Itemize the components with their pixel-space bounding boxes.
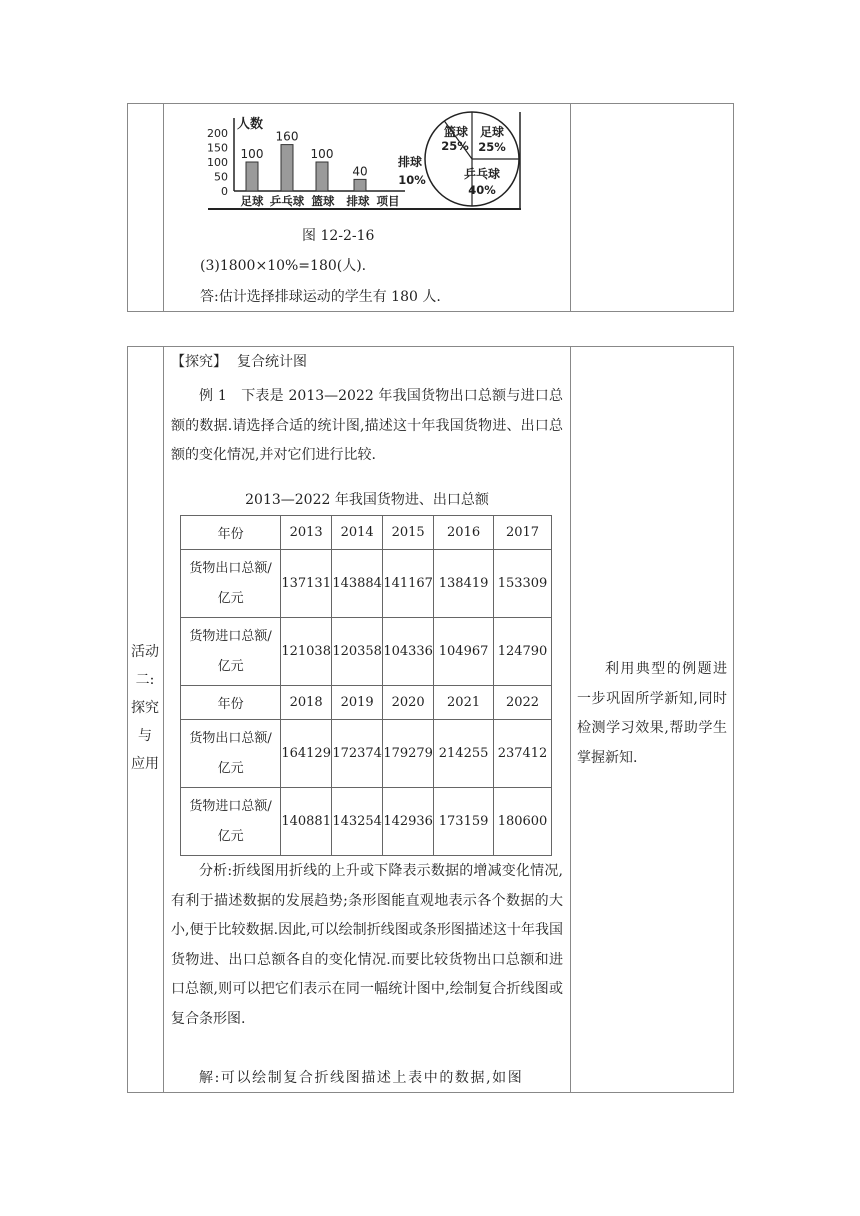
value-cell: 153309 bbox=[494, 550, 552, 618]
table-row bbox=[181, 516, 552, 550]
value-cell: 173159 bbox=[434, 788, 494, 856]
bar bbox=[354, 179, 366, 191]
value-cell: 143884 bbox=[332, 550, 383, 618]
row-label bbox=[181, 788, 281, 856]
table-row bbox=[181, 788, 552, 856]
row-label-line: 货物进口总额/ bbox=[189, 628, 272, 644]
value-cell: 141167 bbox=[383, 550, 434, 618]
value-cell: 143254 bbox=[332, 788, 383, 856]
value-cell: 138419 bbox=[434, 550, 494, 618]
pie-slice-percent: 25% bbox=[478, 140, 506, 154]
year-cell: 2018 bbox=[281, 686, 332, 720]
pie-slice-name: 排球 bbox=[397, 155, 423, 169]
x-tick-label: 足球 bbox=[240, 194, 264, 208]
pie-chart bbox=[392, 108, 532, 214]
pie-slice-percent: 10% bbox=[398, 173, 426, 187]
year-cell: 2013 bbox=[281, 516, 332, 550]
bar-chart bbox=[200, 108, 410, 214]
value-cell: 142936 bbox=[383, 788, 434, 856]
teaching-note-text: 利用典型的例题进一步巩固所学新知,同时检测学习效果,帮助学生掌握新知. bbox=[577, 661, 727, 766]
x-tick-label: 排球 bbox=[346, 194, 370, 208]
x-axis-label: 项目 bbox=[376, 194, 400, 208]
teaching-note bbox=[577, 655, 727, 773]
row-label-line: 货物进口总额/ bbox=[189, 798, 272, 814]
x-tick-label: 乒乓球 bbox=[269, 194, 305, 208]
year-header: 年份 bbox=[181, 516, 281, 550]
bar-value-label: 100 bbox=[310, 147, 334, 161]
value-cell: 124790 bbox=[494, 618, 552, 686]
section-heading bbox=[171, 352, 307, 372]
y-tick-label: 200 bbox=[207, 127, 228, 140]
year-cell: 2019 bbox=[332, 686, 383, 720]
bar bbox=[246, 162, 258, 191]
solution-paragraph bbox=[171, 1064, 563, 1094]
table-row bbox=[181, 618, 552, 686]
col-divider bbox=[163, 104, 164, 311]
activity-label-line: 与 bbox=[138, 728, 152, 744]
solution-text: 解:可以绘制复合折线图描述上表中的数据,如图 bbox=[199, 1070, 524, 1086]
row-label bbox=[181, 720, 281, 788]
row-label-line: 货物出口总额/ bbox=[189, 730, 272, 746]
x-tick-label: 篮球 bbox=[311, 194, 335, 208]
pie-slice-percent: 25% bbox=[441, 139, 469, 153]
value-cell: 137131 bbox=[281, 550, 332, 618]
bar-value-label: 160 bbox=[275, 129, 299, 144]
row-label bbox=[181, 550, 281, 618]
example-text: 例 1 下表是 2013—2022 年我国货物出口总额与进口总额的数据.请选择合适的统计图,描述这十年我国货物进、出口总额的变化情况,并对它们进行比较. bbox=[171, 388, 563, 464]
year-cell: 2015 bbox=[383, 516, 434, 550]
y-tick-label: 0 bbox=[221, 185, 228, 198]
value-cell: 172374 bbox=[332, 720, 383, 788]
row-label-line: 货物出口总额/ bbox=[189, 560, 272, 576]
year-cell: 2021 bbox=[434, 686, 494, 720]
analysis-text: 分析:折线图用折线的上升或下降表示数据的增减变化情况,有利于描述数据的发展趋势;条形图能直观地表示各个数据的大小,便于比较数据.因此,可以绘制折线图或条形图描述这十年我国货物进、出口总额各自的变化情况.而要比较货物出口总额和进口总额,则可以把它们表示在同一幅统计图中,绘制复合折线图或复合条形图. bbox=[171, 863, 563, 1027]
y-tick-label: 150 bbox=[207, 141, 228, 155]
year-cell: 2014 bbox=[332, 516, 383, 550]
heading-text: 复合统计图 bbox=[237, 354, 307, 370]
answer-line: 答:估计选择排球运动的学生有 180 人. bbox=[200, 289, 441, 305]
col-divider bbox=[163, 347, 164, 1092]
pie-slice-name: 足球 bbox=[479, 125, 505, 139]
y-axis-label: 人数 bbox=[237, 117, 264, 132]
pie-slice-name: 篮球 bbox=[443, 125, 469, 139]
activity-label-line: 活动 bbox=[131, 644, 159, 660]
value-cell: 179279 bbox=[383, 720, 434, 788]
value-cell: 120358 bbox=[332, 618, 383, 686]
pie-slice-name: 乒乓球 bbox=[463, 167, 501, 181]
calc-line: (3)1800×10%=180(人). bbox=[200, 258, 367, 274]
pie-slice-percent: 40% bbox=[468, 183, 496, 197]
value-cell: 121038 bbox=[281, 618, 332, 686]
bar bbox=[316, 162, 328, 191]
value-cell: 140881 bbox=[281, 788, 332, 856]
year-cell: 2016 bbox=[434, 516, 494, 550]
value-cell: 104336 bbox=[383, 618, 434, 686]
table-title: 2013—2022 年我国货物进、出口总额 bbox=[245, 492, 489, 508]
y-tick-label: 50 bbox=[214, 170, 228, 184]
row-label-line: 亿元 bbox=[217, 828, 244, 844]
table-row bbox=[181, 686, 552, 720]
heading-bracket: 【探究】 bbox=[171, 354, 227, 370]
activity-label bbox=[128, 638, 162, 778]
activity-label-line: 探究 bbox=[131, 700, 159, 716]
y-tick-label: 100 bbox=[207, 156, 228, 169]
value-cell: 180600 bbox=[494, 788, 552, 856]
analysis-paragraph bbox=[171, 857, 563, 1035]
table-row bbox=[181, 550, 552, 618]
activity-label-line: 应用 bbox=[131, 756, 159, 772]
activity-label-line: 二: bbox=[135, 672, 155, 688]
value-cell: 214255 bbox=[434, 720, 494, 788]
bar-value-label: 100 bbox=[240, 147, 264, 161]
figure-caption: 图 12-2-16 bbox=[302, 228, 375, 244]
row-label bbox=[181, 618, 281, 686]
value-cell: 104967 bbox=[434, 618, 494, 686]
year-header: 年份 bbox=[181, 686, 281, 720]
bar bbox=[281, 145, 293, 191]
col-divider bbox=[570, 347, 571, 1092]
trade-data-table bbox=[180, 515, 552, 856]
row-label-line: 亿元 bbox=[217, 590, 244, 606]
value-cell: 237412 bbox=[494, 720, 552, 788]
example-paragraph bbox=[171, 382, 563, 471]
year-cell: 2020 bbox=[383, 686, 434, 720]
table-row bbox=[181, 720, 552, 788]
value-cell: 164129 bbox=[281, 720, 332, 788]
bar-value-label: 40 bbox=[352, 164, 368, 179]
col-divider bbox=[570, 104, 571, 311]
year-cell: 2017 bbox=[494, 516, 552, 550]
row-label-line: 亿元 bbox=[217, 760, 244, 776]
year-cell: 2022 bbox=[494, 686, 552, 720]
row-label-line: 亿元 bbox=[217, 658, 244, 674]
